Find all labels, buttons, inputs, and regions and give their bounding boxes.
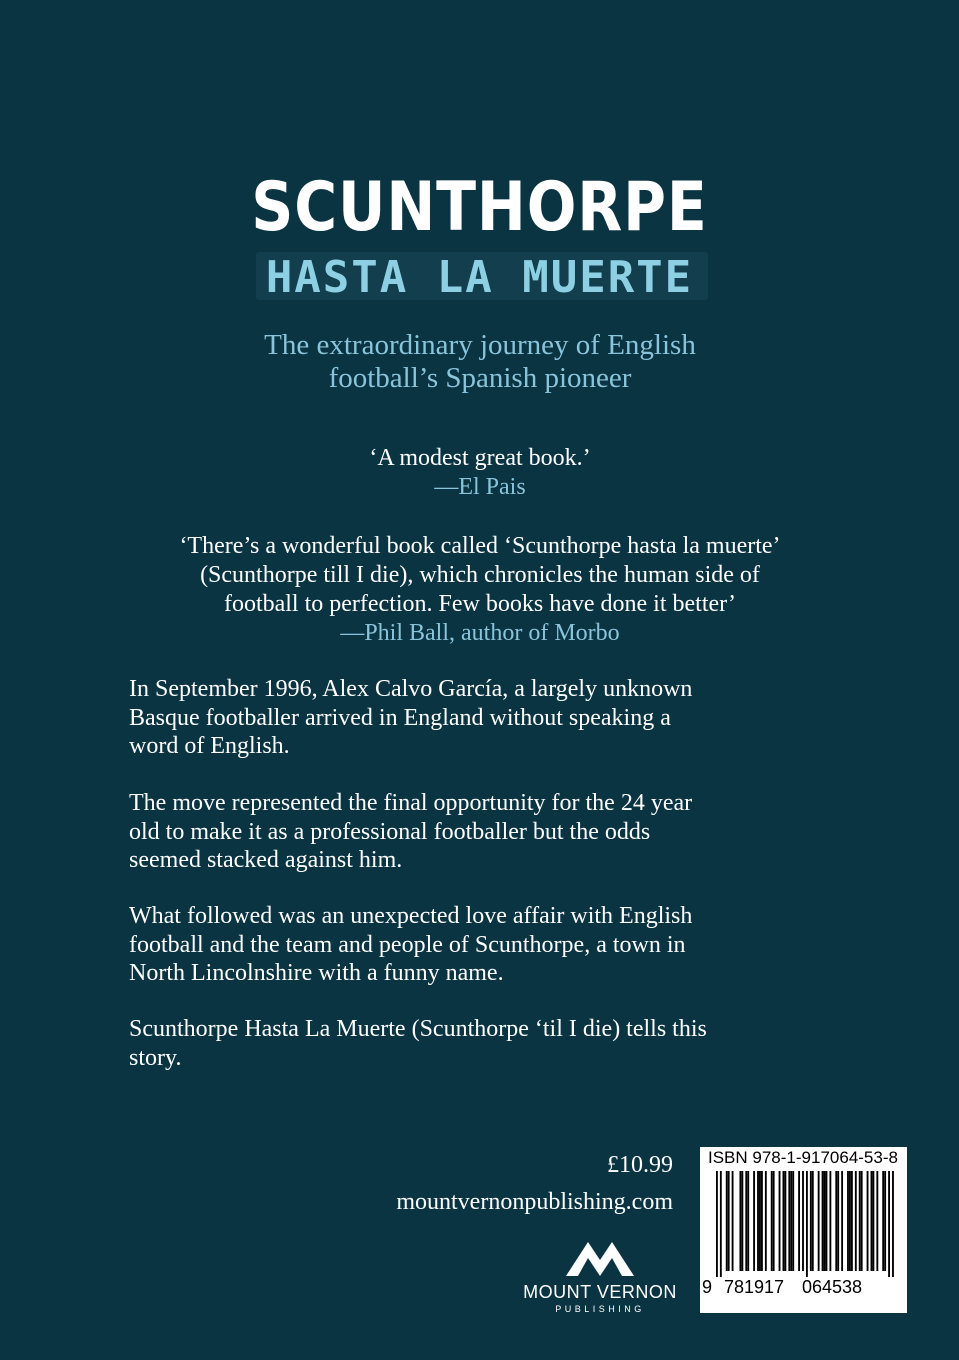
barcode-bar [810, 1171, 812, 1271]
barcode-bar [783, 1171, 785, 1271]
barcode-bar [892, 1171, 894, 1277]
barcode-bar [779, 1171, 781, 1271]
barcode-bar [784, 1171, 786, 1271]
book-subtitle: HASTA LA MUERTE [265, 252, 694, 303]
barcode-bar [847, 1171, 849, 1271]
barcode-bar [851, 1171, 853, 1271]
barcode-bar [732, 1171, 734, 1271]
barcode-bar [741, 1171, 743, 1271]
quote-line: (Scunthorpe till I die), which chronicles the human side of [200, 562, 760, 588]
barcode-bar [812, 1171, 814, 1271]
blurb-line: In September 1996, Alex Calvo García, a largely unknown [129, 676, 693, 702]
publisher-subtitle: PUBLISHING [555, 1304, 645, 1314]
blurb-paragraph [129, 789, 849, 875]
barcode-bar [849, 1171, 851, 1271]
quote-attribution: —El Pais [434, 474, 526, 500]
barcode-bar [765, 1171, 767, 1271]
publisher-name: MOUNT VERNON [523, 1282, 677, 1302]
blurb-line: What followed was an unexpected love affair with English [129, 903, 693, 929]
blurb-paragraph [129, 1015, 849, 1072]
publisher-logo [520, 1238, 680, 1318]
barcode-bar [829, 1171, 831, 1271]
barcode-bar [841, 1171, 843, 1271]
barcode-bar [726, 1171, 728, 1271]
price: £10.99 [607, 1152, 673, 1178]
barcode-bar [773, 1171, 775, 1271]
barcode-bar [761, 1171, 763, 1271]
tagline-line: football’s Spanish pioneer [328, 362, 632, 394]
barcode-bar [728, 1171, 730, 1271]
quote-line: ‘There’s a wonderful book called ‘Scunthorpe hasta la muerte’ [179, 533, 781, 559]
barcode-bar [859, 1171, 861, 1271]
blurb-line: The move represented the final opportunity for the 24 year [129, 790, 693, 816]
barcode-bar [790, 1171, 792, 1271]
barcode-box [700, 1147, 907, 1313]
quote-attribution: —Phil Ball, author of Morbo [340, 620, 620, 646]
barcode-digit-prefix: 9 [702, 1277, 713, 1297]
barcode-icon [716, 1171, 894, 1277]
blurb-paragraph [129, 675, 849, 761]
quote-line: ‘A modest great book.’ [369, 445, 591, 471]
barcode-bar [771, 1171, 773, 1271]
blurb-line: word of English. [129, 733, 290, 759]
barcode-bar [835, 1171, 837, 1271]
blurb-paragraph [129, 902, 849, 988]
blurb-line: Scunthorpe Hasta La Muerte (Scunthorpe ‘til I die) tells this [129, 1016, 707, 1042]
blurb-line: North Lincolnshire with a funny name. [129, 960, 504, 986]
barcode-bar [826, 1171, 828, 1271]
barcode-bar [788, 1171, 790, 1271]
barcode-bar [855, 1171, 857, 1271]
quote-line: football to perfection. Few books have done it better’ [223, 591, 737, 617]
barcode-bar [747, 1171, 749, 1271]
isbn-label: ISBN 978-1-917064-53-8 [708, 1148, 898, 1167]
barcode-digits-left: 781917 [724, 1277, 785, 1297]
barcode-bar [876, 1171, 878, 1271]
barcode-bar [757, 1171, 759, 1271]
barcode-bar [872, 1171, 874, 1271]
barcode-bar [802, 1171, 804, 1271]
barcode-bar [861, 1171, 863, 1271]
barcode-bar [888, 1171, 890, 1277]
barcode-bar [739, 1171, 741, 1271]
barcode-bar [882, 1171, 884, 1271]
barcode-bar [716, 1171, 718, 1277]
mountain-icon [566, 1238, 634, 1278]
barcode-bar [792, 1171, 794, 1271]
review-quote-phil-ball [100, 532, 860, 648]
barcode-bar [837, 1171, 839, 1271]
barcode-bar [824, 1171, 826, 1271]
blurb-line: old to make it as a professional footballer but the odds [129, 818, 651, 845]
barcode-bar [884, 1171, 886, 1271]
barcode-bar [867, 1171, 869, 1271]
barcode-bar [759, 1171, 761, 1271]
review-quote-el-pais [100, 444, 860, 502]
book-title: SCUNTHORPE [251, 168, 708, 247]
blurb-line: story. [129, 1044, 182, 1071]
barcode-bar [720, 1171, 722, 1277]
publisher-website: mountvernonpublishing.com [396, 1189, 673, 1215]
barcode-digits-right: 064538 [802, 1277, 863, 1297]
barcode-bar [818, 1171, 820, 1271]
barcode-bar [745, 1171, 747, 1271]
blurb-line: football and the team and people of Scunthorpe, a town in [129, 931, 686, 958]
barcode-bar [753, 1171, 755, 1271]
tagline-line: The extraordinary journey of English [264, 329, 696, 361]
barcode-bar [798, 1171, 800, 1271]
blurb-line: seemed stacked against him. [129, 847, 403, 873]
blurb-line: Basque footballer arrived in England without speaking a [129, 704, 671, 731]
barcode-bar [871, 1171, 873, 1271]
barcode-bar [806, 1171, 808, 1277]
barcode-bar [822, 1171, 824, 1271]
tagline [150, 329, 810, 395]
